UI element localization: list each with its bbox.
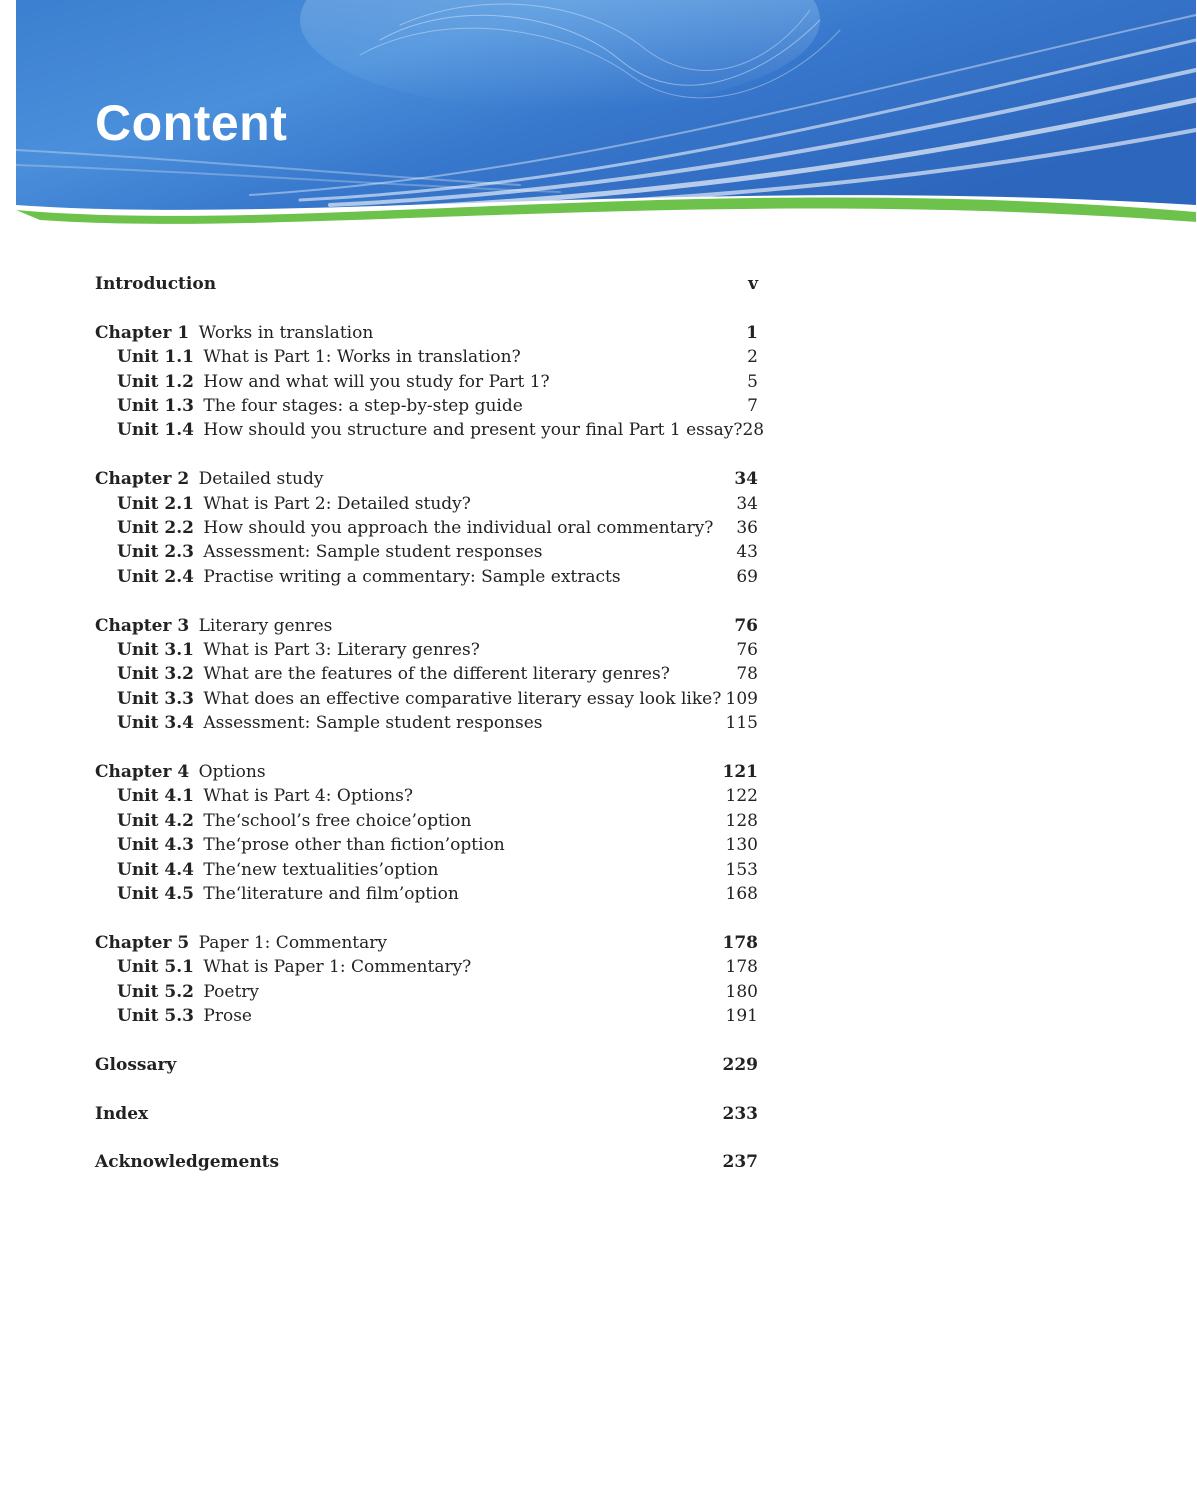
- toc-chapter-4[interactable]: [95, 760, 758, 784]
- toc-entry-acknowledgements[interactable]: [95, 1150, 758, 1174]
- toc-entry-glossary-page-number: 229: [722, 1054, 758, 1075]
- toc-entry-acknowledgements-page-number: 237: [722, 1152, 758, 1173]
- toc-unit-5-1-page-number: 178: [725, 957, 758, 978]
- toc-unit-4-4-text: [117, 858, 438, 882]
- toc-unit-2-2[interactable]: [117, 516, 758, 540]
- toc-unit-2-3-label: Unit 2.3: [117, 542, 194, 563]
- toc-entry-introduction-text: [95, 272, 216, 296]
- toc-unit-4-3-page-number: 130: [725, 835, 758, 856]
- toc-unit-2-1-label: Unit 2.1: [117, 493, 194, 514]
- toc-unit-1-3-title: The four stages: a step-by-step guide: [203, 396, 523, 416]
- toc-chapter-5[interactable]: [95, 931, 758, 955]
- toc-chapter-2-text: [95, 467, 323, 491]
- toc-unit-3-2[interactable]: [117, 662, 758, 686]
- toc-unit-5-2-label: Unit 5.2: [117, 981, 194, 1002]
- toc-chapter-3-page-number: 76: [734, 615, 758, 636]
- toc-unit-3-3-title: What does an effective comparative literary essay look like?: [203, 688, 722, 709]
- toc-unit-4-3-title: The‘prose other than fiction’option: [203, 835, 505, 856]
- toc-chapter-5-title: Paper 1: Commentary: [198, 932, 387, 953]
- toc-unit-1-1-text: [117, 345, 521, 369]
- toc-unit-1-2[interactable]: [117, 370, 758, 394]
- toc-unit-3-2-title: What are the features of the different literary genres?: [203, 664, 670, 685]
- toc-unit-4-2-title: The‘school’s free choice’option: [203, 810, 472, 831]
- toc-unit-2-1-title: What is Part 2: Detailed study?: [203, 493, 471, 514]
- toc-unit-3-2-page-number: 78: [736, 664, 758, 685]
- toc-unit-5-1-title: What is Paper 1: Commentary?: [203, 957, 472, 978]
- toc-unit-5-1-text: [117, 955, 471, 979]
- toc-entry-glossary-text: [95, 1053, 176, 1077]
- toc-unit-4-1-text: [117, 784, 413, 808]
- toc-unit-1-4-label: Unit 1.4: [117, 420, 194, 441]
- toc-unit-2-2-text: [117, 516, 713, 540]
- toc-unit-3-2-text: [117, 662, 670, 686]
- toc-entry-glossary-label: Glossary: [95, 1054, 177, 1075]
- page-title: Content: [95, 95, 288, 151]
- toc-chapter-2-title: Detailed study: [198, 469, 324, 490]
- toc-unit-3-2-label: Unit 3.2: [117, 664, 194, 685]
- toc-unit-5-1-label: Unit 5.1: [117, 957, 194, 978]
- toc-unit-4-5[interactable]: [117, 882, 758, 906]
- toc-chapter-5-label: Chapter 5: [95, 932, 190, 953]
- toc-unit-3-4-label: Unit 3.4: [117, 713, 194, 734]
- toc-unit-5-3-label: Unit 5.3: [117, 1006, 194, 1026]
- toc-unit-4-5-page-number: 168: [725, 884, 758, 904]
- toc-unit-4-4[interactable]: [117, 858, 758, 882]
- toc-unit-1-3[interactable]: [117, 394, 758, 418]
- toc-unit-1-2-text: [117, 370, 550, 394]
- toc-chapter-1-text: [95, 321, 373, 345]
- toc-unit-3-3-label: Unit 3.3: [117, 688, 194, 709]
- toc-chapter-3-text: [95, 614, 332, 638]
- toc-entry-index-page-number: 233: [722, 1103, 758, 1124]
- toc-unit-3-3-page-number: 109: [725, 688, 758, 709]
- toc-unit-1-2-label: Unit 1.2: [117, 371, 194, 392]
- toc-unit-5-3-page-number: 191: [725, 1006, 758, 1026]
- toc-unit-3-1[interactable]: [117, 638, 758, 662]
- toc-unit-3-1-label: Unit 3.1: [117, 640, 194, 660]
- toc-unit-4-1-page-number: 122: [725, 786, 758, 807]
- toc-unit-3-1-page-number: 76: [736, 640, 758, 660]
- toc-chapter-2-label: Chapter 2: [95, 469, 190, 490]
- toc-unit-4-3-label: Unit 4.3: [117, 835, 194, 856]
- toc-chapter-2-page-number: 34: [734, 469, 758, 490]
- table-of-contents: [95, 0, 765, 1499]
- toc-entry-introduction-label: Introduction: [95, 274, 217, 294]
- toc-entry-acknowledgements-label: Acknowledgements: [95, 1152, 280, 1173]
- toc-unit-4-5-title: The‘literature and film’option: [203, 884, 459, 904]
- toc-unit-1-1[interactable]: [117, 345, 758, 369]
- toc-unit-3-4[interactable]: [117, 711, 758, 735]
- toc-unit-3-4-text: [117, 711, 543, 735]
- toc-unit-3-4-title: Assessment: Sample student responses: [203, 713, 543, 734]
- toc-unit-5-2-text: [117, 980, 259, 1004]
- toc-unit-4-5-label: Unit 4.5: [117, 884, 194, 904]
- toc-unit-4-1-label: Unit 4.1: [117, 786, 194, 807]
- toc-unit-3-4-page-number: 115: [725, 713, 758, 734]
- toc-chapter-4-label: Chapter 4: [95, 762, 190, 782]
- toc-unit-4-1[interactable]: [117, 784, 758, 808]
- toc-chapter-1[interactable]: [95, 321, 758, 345]
- toc-unit-4-4-label: Unit 4.4: [117, 859, 194, 880]
- toc-unit-1-4-text: [117, 418, 742, 442]
- toc-unit-1-4[interactable]: [117, 418, 765, 442]
- toc-unit-3-1-title: What is Part 3: Literary genres?: [203, 640, 480, 660]
- toc-entry-index[interactable]: [95, 1102, 758, 1126]
- toc-chapter-3[interactable]: [95, 614, 758, 638]
- toc-chapter-3-title: Literary genres: [198, 615, 333, 636]
- toc-chapter-4-page-number: 121: [722, 762, 758, 782]
- toc-entry-introduction-page-number: v: [748, 274, 758, 294]
- toc-unit-5-3-title: Prose: [203, 1006, 252, 1026]
- toc-entry-acknowledgements-text: [95, 1150, 279, 1174]
- toc-chapter-2[interactable]: [95, 467, 758, 491]
- toc-unit-4-1-title: What is Part 4: Options?: [203, 786, 413, 807]
- toc-unit-5-2-title: Poetry: [203, 981, 260, 1002]
- toc-unit-5-2[interactable]: [117, 980, 758, 1004]
- toc-unit-5-3[interactable]: [117, 1004, 758, 1028]
- toc-chapter-4-text: [95, 760, 266, 784]
- toc-entry-glossary[interactable]: [95, 1053, 758, 1077]
- toc-unit-2-4-label: Unit 2.4: [117, 566, 194, 587]
- toc-unit-2-4-text: [117, 565, 621, 589]
- toc-entry-index-text: [95, 1102, 148, 1126]
- toc-chapter-5-page-number: 178: [722, 932, 758, 953]
- toc-chapter-3-label: Chapter 3: [95, 615, 190, 636]
- toc-unit-1-3-label: Unit 1.3: [117, 396, 194, 416]
- toc-chapter-5-text: [95, 931, 387, 955]
- toc-unit-2-4-title: Practise writing a commentary: Sample extracts: [203, 566, 621, 587]
- toc-chapter-1-title: Works in translation: [198, 322, 374, 343]
- toc-chapter-4-title: Options: [198, 762, 266, 782]
- toc-unit-2-3[interactable]: [117, 540, 758, 564]
- toc-unit-1-4-page-number: 28: [742, 420, 765, 441]
- toc-unit-1-4-title: How should you structure and present your final Part 1 essay?: [203, 420, 743, 441]
- toc-unit-1-1-title: What is Part 1: Works in translation?: [203, 347, 521, 368]
- toc-unit-2-4-page-number: 69: [736, 566, 758, 587]
- toc-unit-1-1-label: Unit 1.1: [117, 347, 194, 368]
- toc-chapter-1-page-number: 1: [746, 322, 758, 343]
- toc-unit-5-1[interactable]: [117, 955, 758, 979]
- toc-unit-2-2-label: Unit 2.2: [117, 518, 194, 538]
- toc-unit-4-4-page-number: 153: [725, 859, 758, 880]
- toc-unit-1-3-page-number: 7: [747, 396, 758, 416]
- toc-unit-4-5-text: [117, 882, 459, 906]
- toc-unit-4-2-label: Unit 4.2: [117, 810, 194, 831]
- toc-unit-5-2-page-number: 180: [725, 981, 758, 1002]
- toc-entry-index-label: Index: [95, 1103, 149, 1124]
- toc-unit-4-2-page-number: 128: [725, 810, 758, 831]
- toc-unit-1-3-text: [117, 394, 523, 418]
- toc-unit-4-3[interactable]: [117, 833, 758, 857]
- toc-unit-4-2[interactable]: [117, 809, 758, 833]
- toc-unit-2-2-page-number: 36: [736, 518, 758, 538]
- toc-unit-4-3-text: [117, 833, 505, 857]
- toc-unit-2-3-text: [117, 540, 543, 564]
- toc-unit-2-4[interactable]: [117, 565, 758, 589]
- toc-unit-2-1[interactable]: [117, 492, 758, 516]
- toc-unit-3-3[interactable]: [117, 687, 758, 711]
- toc-unit-2-1-page-number: 34: [736, 493, 758, 514]
- toc-unit-4-2-text: [117, 809, 471, 833]
- toc-unit-2-2-title: How should you approach the individual oral commentary?: [203, 518, 714, 538]
- toc-unit-5-3-text: [117, 1004, 252, 1028]
- toc-unit-1-2-title: How and what will you study for Part 1?: [203, 371, 550, 392]
- toc-unit-4-4-title: The‘new textualities’option: [203, 859, 439, 880]
- toc-unit-2-1-text: [117, 492, 471, 516]
- toc-chapter-1-label: Chapter 1: [95, 322, 190, 343]
- toc-unit-1-1-page-number: 2: [747, 347, 758, 368]
- toc-unit-3-1-text: [117, 638, 480, 662]
- toc-unit-3-3-text: [117, 687, 721, 711]
- toc-unit-2-3-page-number: 43: [736, 542, 758, 563]
- toc-entry-introduction[interactable]: [95, 272, 758, 296]
- toc-unit-1-2-page-number: 5: [747, 371, 758, 392]
- toc-unit-2-3-title: Assessment: Sample student responses: [203, 542, 543, 563]
